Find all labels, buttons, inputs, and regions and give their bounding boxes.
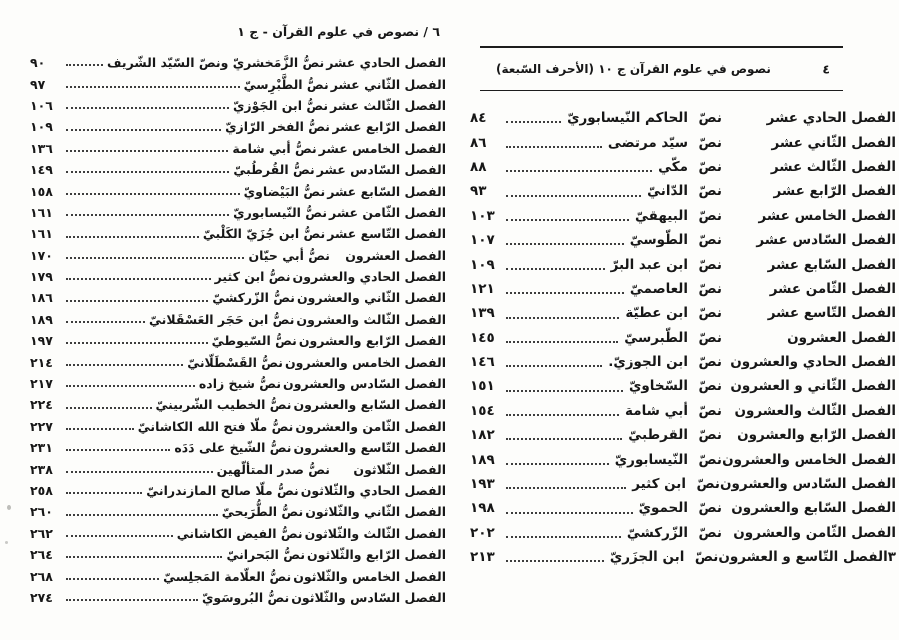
page-number: ١٤٥ xyxy=(470,329,495,346)
author-name: القرطبيّ xyxy=(628,427,688,444)
chapter-label: الفصل الثّامن عشر xyxy=(769,280,896,297)
toc-row xyxy=(28,287,446,308)
toc-row xyxy=(28,266,446,287)
toc-row xyxy=(28,202,446,223)
left-toc-list xyxy=(28,52,446,608)
toc-row xyxy=(468,545,896,569)
entry-text: نصُّ الفيض الكاشاني xyxy=(176,525,303,541)
dot-leader xyxy=(66,514,218,516)
entry-text: نصُّ الزّركشيّ xyxy=(212,290,295,306)
dot-leader xyxy=(506,243,624,245)
dot-leader xyxy=(66,407,152,409)
chapter-label: الفصل الرّابع والثّلاثون xyxy=(307,547,446,563)
entry-text: نصُّ العلّامة المَجلِسيّ xyxy=(163,568,292,584)
page-number: ٢٧٤ xyxy=(30,589,53,605)
chapter-label: الفصل الرّابع والعشرون xyxy=(298,333,446,349)
dot-leader xyxy=(66,129,221,131)
chapter-label: الفصل الثّامن والعشرون xyxy=(733,524,896,541)
entry-text: نصُّ ابن حَجَر العَسْقَلانيّ xyxy=(149,311,295,327)
toc-row xyxy=(28,180,446,201)
entry-text: نصُّ البُروسَويّ xyxy=(201,589,290,605)
chapter-label: الفصل الخامس والعشرون xyxy=(285,354,446,370)
author-name: الحمويّ xyxy=(638,500,688,517)
page-number: ١٨٩ xyxy=(470,451,495,468)
dot-leader xyxy=(506,268,605,270)
entry-text: نصُّ صدر المتألّهين xyxy=(216,461,330,477)
chapter-label: الفصل الثّالث والعشرون xyxy=(296,311,446,327)
nass-label: نصّ xyxy=(698,354,722,371)
entry-text: نصُّ النّيسابوريّ xyxy=(233,204,328,220)
dot-leader xyxy=(66,64,103,66)
chapter-label: الفصل الخامس والثّلاثون xyxy=(293,568,446,584)
toc-row xyxy=(28,480,446,501)
chapter-label: الفصل السّادس والعشرون xyxy=(720,476,896,493)
page-number: ٩٠ xyxy=(30,55,46,71)
nass-label: نصّ xyxy=(698,256,722,273)
dot-leader xyxy=(506,170,652,172)
page-number: ١٨٩ xyxy=(30,311,53,327)
nass-label: نصّ xyxy=(698,134,722,151)
entry-text: نصُّ الشّيخ على دَدَه xyxy=(174,440,292,456)
nass-label: نصّ xyxy=(698,207,722,224)
dot-leader xyxy=(66,107,229,109)
page-number: ١٠٣ xyxy=(470,207,495,224)
page-number: ٩٣ xyxy=(470,183,487,200)
author-name: الحاكم النّيسابوريّ xyxy=(567,110,688,127)
page-number: ٢٣٨ xyxy=(30,461,53,477)
nass-label: نصّ xyxy=(698,305,722,322)
chapter-label: الفصل السّادس عشر xyxy=(316,162,446,178)
page-number: ١٦١ xyxy=(30,204,53,220)
nass-label: نصّ xyxy=(698,158,722,175)
entry-text: نصُّ الفخر الرّازيّ xyxy=(225,119,330,135)
chapter-label: الفصل الثّامن والعشرون xyxy=(295,418,446,434)
toc-row xyxy=(28,116,446,137)
chapter-label: الفصل الرّابع عشر xyxy=(773,183,896,200)
toc-row xyxy=(28,565,446,586)
folio-number: ٤ xyxy=(822,61,830,77)
nass-label: نصّ xyxy=(698,183,722,200)
chapter-label: الفصل السّادس عشر xyxy=(756,232,896,249)
toc-row xyxy=(28,330,446,351)
dot-leader xyxy=(66,150,228,152)
dot-leader xyxy=(506,414,619,416)
page-number: ١٥٤ xyxy=(470,402,495,419)
toc-row xyxy=(468,472,896,496)
chapter-label: الفصل التّاسع عشر xyxy=(767,305,896,322)
dot-leader xyxy=(506,317,619,319)
page-number: ١٧٠ xyxy=(30,247,53,263)
page-number: ١٣٦ xyxy=(30,140,53,156)
dot-leader xyxy=(66,556,222,558)
dot-leader xyxy=(66,492,142,494)
nass-label: نصّ xyxy=(698,329,722,346)
nass-label: نصّ xyxy=(698,402,722,419)
chapter-label: الفصل السّادس والثّلاثون xyxy=(291,589,446,605)
page-number: ٢٢٤ xyxy=(30,397,53,413)
entry-text: نصُّ ملّا فتح الله الكاشانيّ xyxy=(137,418,294,434)
running-head: نصوص في علوم القرآن ج ١٠ (الأحرف السّبعة) xyxy=(496,62,771,76)
page-number: ١٥٨ xyxy=(30,183,53,199)
toc-row xyxy=(468,155,896,179)
toc-row xyxy=(468,521,896,545)
toc-row xyxy=(468,423,896,447)
author-name: الدّانيّ xyxy=(647,183,688,200)
page-number: ٢٦٨ xyxy=(30,568,53,584)
dot-leader xyxy=(66,236,199,238)
chapter-label: الفصل الحادي عشر xyxy=(766,110,896,127)
chapter-label: الفصل الثّالث والعشرون xyxy=(734,402,896,419)
author-name: ابن الجزَريّ xyxy=(609,549,685,566)
entry-text: نصُّ ملّا صالح المازندرانيّ xyxy=(146,483,299,498)
page-number: ٢٥٨ xyxy=(30,483,53,498)
chapter-label: الفصل السّابع والعشرون xyxy=(293,397,446,413)
page-number: ٢١٧ xyxy=(30,376,53,392)
nass-label: نصّ xyxy=(698,378,722,395)
chapter-label: الفصل الثّاني والثّلاثون xyxy=(305,504,446,520)
chapter-label: الفصل الخامس والعشرون xyxy=(722,451,896,468)
right-toc-list xyxy=(468,106,896,569)
toc-row xyxy=(28,159,446,180)
chapter-label: الفصل الثّالث عشر xyxy=(330,97,446,113)
page-number: ٩٧ xyxy=(30,76,46,92)
toc-row xyxy=(468,301,896,325)
entry-text: نصُّ البَيْضاويّ xyxy=(243,183,326,199)
nass-label: نصّ xyxy=(698,451,722,468)
entry-text: نصُّ السّيوطيّ xyxy=(211,333,297,349)
toc-row xyxy=(468,277,896,301)
toc-row xyxy=(468,204,896,228)
right-page-header xyxy=(480,46,843,91)
chapter-label: الفصل السّابع عشر xyxy=(767,256,896,273)
page-number: ٢٢٧ xyxy=(30,418,53,434)
chapter-label: الفصل الحادي والثّلاثون xyxy=(300,483,446,498)
dot-leader xyxy=(506,365,602,367)
dot-leader xyxy=(506,438,622,440)
page-number: ٢١٣ xyxy=(470,549,495,566)
dot-leader xyxy=(66,278,211,280)
dot-leader xyxy=(66,171,229,173)
author-name: مكّي xyxy=(658,158,688,175)
scan-speck xyxy=(7,505,11,510)
page-number: ١٥١ xyxy=(470,378,495,395)
left-page xyxy=(28,18,446,608)
dot-leader xyxy=(66,449,170,451)
page-number: ١٦١ xyxy=(30,226,53,242)
page-number: ٢٦٤ xyxy=(30,547,53,563)
toc-row xyxy=(28,523,446,544)
dot-leader xyxy=(506,146,602,148)
dot-leader xyxy=(506,292,624,294)
dot-leader xyxy=(66,428,134,430)
dot-leader xyxy=(66,300,208,302)
chapter-label: الفصل السّابع عشر xyxy=(327,183,446,199)
toc-row xyxy=(468,228,896,252)
scan-speck xyxy=(5,541,8,544)
page-number: ٨٨ xyxy=(470,158,487,175)
page-number: ١٤٦ xyxy=(470,354,495,371)
author-name: الزّركشيّ xyxy=(626,524,688,541)
entry-text: نصُّ البَحرانيّ xyxy=(226,547,306,563)
dot-leader xyxy=(66,599,198,601)
chapter-label: الفصل الثّاني عشر xyxy=(771,134,896,151)
author-name: الطّوسيّ xyxy=(629,232,688,249)
page-number: ١٩٨ xyxy=(470,500,495,517)
author-name: ابن عبد البرّ xyxy=(610,256,688,273)
author-name: سيّد مرتضى xyxy=(607,134,688,151)
dot-leader xyxy=(66,364,183,366)
toc-row xyxy=(468,326,896,350)
chapter-label: الفصل التّاسع عشر xyxy=(327,226,446,242)
entry-text: نصُّ الطُّرَيحيّ xyxy=(221,504,304,520)
dot-leader xyxy=(506,195,641,197)
page-number: ١٩٣ xyxy=(470,476,495,493)
page-number: ١٣٩ xyxy=(470,305,495,322)
entry-text: نصُّ الخطيب الشّربينيّ xyxy=(155,397,292,413)
page-number: ١٨٦ xyxy=(30,290,53,306)
toc-row xyxy=(28,351,446,372)
author-name: ابن عطيّة xyxy=(625,305,688,322)
nass-label: نصّ xyxy=(696,476,721,493)
entry-text: نصُّ ابن كثير xyxy=(214,269,291,285)
nass-label: نصّ xyxy=(698,427,722,444)
entry-text: نصُّ ابن الجَوْزيّ xyxy=(232,97,329,113)
entry-text: نصُّ القَسْطَلّانيّ xyxy=(187,354,284,370)
left-page-header: ٦ / نصوص في علوم القرآن - ج ١ xyxy=(237,24,440,39)
page-number: ٢١٤ xyxy=(30,354,53,370)
entry-text: نصُّ الطَّبْرِسيّ xyxy=(243,76,329,92)
author-name: الطّبرسيّ xyxy=(624,329,688,346)
chapter-label: ٣الفصل التّاسع و العشرون xyxy=(718,549,896,566)
right-page xyxy=(468,38,896,569)
dot-leader xyxy=(506,512,633,514)
dot-leader xyxy=(66,385,195,387)
toc-row xyxy=(468,130,896,154)
dot-leader xyxy=(66,321,145,323)
toc-row xyxy=(28,95,446,116)
chapter-label: الفصل الحادي والعشرون xyxy=(730,354,896,371)
nass-label: نصّ xyxy=(698,500,722,517)
dot-leader xyxy=(66,257,244,259)
chapter-label: الفصل الحادي والعشرون xyxy=(292,269,446,285)
author-name: ابن الجوزيّ. xyxy=(608,354,688,371)
chapter-label: الفصل الثّالث والثّلاثون xyxy=(304,525,446,541)
chapter-label: الفصل الثّالث عشر xyxy=(770,158,896,175)
toc-row xyxy=(28,394,446,415)
page-number: ٢٦٢ xyxy=(30,525,53,541)
page-number: ٨٤ xyxy=(470,110,487,127)
dot-leader xyxy=(506,390,623,392)
author-name: أبي شامة xyxy=(625,402,688,419)
dot-leader xyxy=(506,121,561,123)
chapter-label: الفصل الحادي عشر xyxy=(326,55,446,71)
dot-leader xyxy=(66,578,159,580)
chapter-label: الفصل السّابع والعشرون xyxy=(731,500,896,517)
toc-row xyxy=(28,52,446,73)
entry-text: نصُّ شيخ زاده xyxy=(198,376,282,392)
page-number: ١٤٩ xyxy=(30,162,53,178)
toc-row xyxy=(28,223,446,244)
toc-row xyxy=(468,252,896,276)
toc-row xyxy=(468,399,896,423)
chapter-label: الفصل الثّلاثون xyxy=(353,461,446,477)
author-name: السّخاويّ xyxy=(629,378,688,395)
entry-text: نصُّ أبي حيّان xyxy=(248,247,330,263)
author-name: النّيسابوريّ xyxy=(614,451,688,468)
page-number: ١٠٧ xyxy=(470,232,495,249)
page-number: ١٢١ xyxy=(470,280,495,297)
toc-row xyxy=(28,587,446,608)
dot-leader xyxy=(506,463,609,465)
page-number: ٢٠٢ xyxy=(470,524,495,541)
page-number: ١٧٩ xyxy=(30,269,53,285)
entry-text: نصُّ الزَّمَخشريّ ونصّ السّيّد الشّريف xyxy=(107,55,325,71)
dot-leader xyxy=(66,214,229,216)
chapter-label: الفصل التّاسع والعشرون xyxy=(293,440,446,456)
author-name: ابن كثير xyxy=(632,476,687,493)
dot-leader xyxy=(506,341,618,343)
chapter-label: الفصل الثّاني والعشرون xyxy=(296,290,446,306)
toc-row xyxy=(468,350,896,374)
dot-leader xyxy=(506,487,626,489)
dot-leader xyxy=(66,471,213,473)
chapter-label: الفصل العشرون xyxy=(345,247,446,263)
page-number: ٨٦ xyxy=(470,134,487,151)
author-name: البيهقيّ xyxy=(634,207,688,224)
toc-row xyxy=(468,179,896,203)
toc-row xyxy=(28,138,446,159)
chapter-label: الفصل الرّابع عشر xyxy=(332,119,446,135)
dot-leader xyxy=(66,342,208,344)
chapter-label: الفصل الرّابع والعشرون xyxy=(737,427,896,444)
entry-text: نصُّ القُرطُبيّ xyxy=(233,162,315,178)
page-number: ١٨٢ xyxy=(470,427,495,444)
dot-leader xyxy=(66,86,240,88)
chapter-label: الفصل الثّاني و العشرون xyxy=(730,378,896,395)
dot-leader xyxy=(506,560,604,562)
toc-row xyxy=(28,73,446,94)
nass-label: نصّ xyxy=(698,110,722,127)
page-number: ٢٦٠ xyxy=(30,504,53,520)
toc-row xyxy=(468,447,896,471)
dot-leader xyxy=(66,535,173,537)
page-number: ١٠٦ xyxy=(30,97,53,113)
chapter-label: الفصل الثّاني عشر xyxy=(330,76,446,92)
chapter-label: الفصل الثّامن عشر xyxy=(329,204,446,220)
chapter-label: الفصل العشرون xyxy=(787,329,896,346)
page-number: ١٩٧ xyxy=(30,333,53,349)
toc-row xyxy=(28,437,446,458)
chapter-label: الفصل الخامس عشر xyxy=(758,207,896,224)
toc-row xyxy=(468,374,896,398)
entry-text: نصُّ أبي شامة xyxy=(232,140,317,156)
author-name: العاصميّ xyxy=(629,280,688,297)
toc-row xyxy=(28,416,446,437)
dot-leader xyxy=(66,193,240,195)
chapter-label: الفصل السّادس والعشرون xyxy=(283,376,446,392)
nass-label: نصّ xyxy=(694,549,719,566)
toc-row xyxy=(28,309,446,330)
chapter-label: الفصل الخامس عشر xyxy=(318,140,446,156)
page-number: ٢٣١ xyxy=(30,440,53,456)
toc-row xyxy=(468,106,896,130)
page-number: ١٠٩ xyxy=(470,256,495,273)
toc-row xyxy=(28,544,446,565)
toc-row xyxy=(28,245,446,266)
nass-label: نصّ xyxy=(698,232,722,249)
toc-row xyxy=(28,458,446,479)
toc-row xyxy=(28,373,446,394)
toc-row xyxy=(468,496,896,520)
page-number: ١٠٩ xyxy=(30,119,53,135)
dot-leader xyxy=(506,536,621,538)
toc-row xyxy=(28,501,446,522)
nass-label: نصّ xyxy=(698,524,722,541)
nass-label: نصّ xyxy=(698,280,722,297)
entry-text: نصُّ ابن جُزَيّ الكَلْبيّ xyxy=(202,226,326,242)
dot-leader xyxy=(506,219,629,221)
